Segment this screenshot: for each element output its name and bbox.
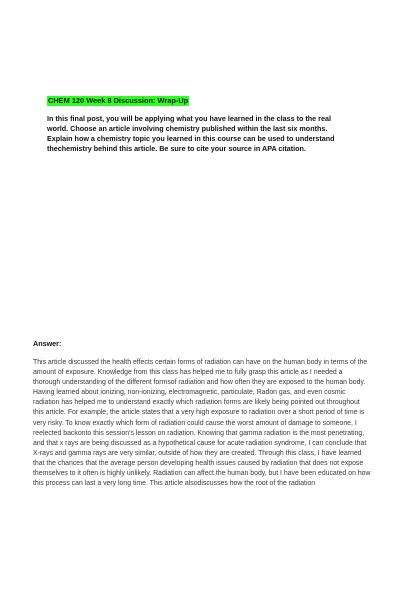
answer-body: This article discussed the health effects certain forms of radiation can have on the human body in terms of the amount of exposure. Knowledge from this class has helped me to fully grasp this article as I needed a thorough understanding of the different formsof radiation and how often they are exposed to the human body. Having learned about ionizing, non-ionizing, electromagnetic, particulate, Radon gas, and even cosmic radiation has helped me to understand exactly which radiation forms are likely being pointed out throughout this article. For example, the article states that a very high exposure to radiation over a short period of time is very risky. To know exactly which form of radiation could cause the worst amount of damage to someone, I reelected backonto this session's lesson on radiation. Knowing that gamma radiation is the most penetrating, and that x rays are being discussed as a hypothetical cause for acute radiation syndrome, I can conclude that X-rays and gamma rays are very similar, outside of how they are created. Through this class, I have learned that the chances that the average person developing health issues caused by radiation that does not expose themselves to it often is highly unlikely. Radiation can affect the human body, but I have been educated on how this process can last a very long time. This article alsodiscusses how the root of the radiation	[33, 359, 371, 488]
answer-label: Answer:	[33, 339, 62, 348]
discussion-prompt: In this final post, you will be applying what you have learned in the class to the real world. Choose an article involving chemistry published within the last six months. Explain how a chemistry topic you learned in this course can be used to understand thechemistry behind this article. Be sure to cite your source in APA citation.	[47, 114, 335, 153]
document-title: CHEM 120 Week 8 Discussion: Wrap-Up	[48, 96, 189, 105]
